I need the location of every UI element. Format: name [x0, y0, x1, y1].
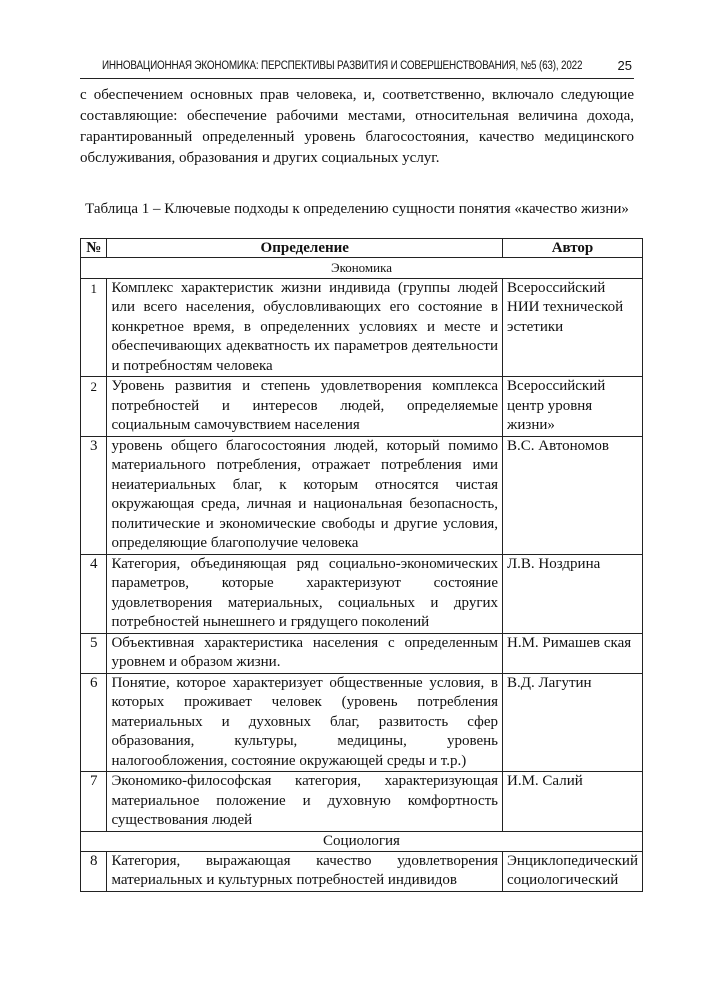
row-author: Н.М. Римашев ская [503, 633, 643, 673]
row-definition: Понятие, которое характеризует общественные условия, в которых проживает человек (уровень потребления материальных и духовных благ, развитость сфер образования, культуры, медицины, уровень налогообложения, состояние окружающей среды и т.р.) [107, 673, 503, 772]
row-number: 6 [81, 673, 107, 772]
table-row [81, 436, 643, 554]
table-caption: Таблица 1 – Ключевые подходы к определению сущности понятия «качество жизни» [85, 201, 629, 217]
row-definition: Категория, выражающая качество удовлетворения материальных и культурных потребностей индивидов [107, 851, 503, 891]
row-number: 4 [81, 554, 107, 633]
row-number: 8 [81, 851, 107, 891]
row-definition: Категория, объединяющая ряд социально-экономических параметров, которые характеризуют состояние удовлетворения материальных, социальных и других потребностей нынешнего и грядущего поколений [107, 554, 503, 633]
row-definition: Уровень развития и степень удовлетворения комплекса потребностей и интересов людей, определяемые социальным самочувствием населения [107, 377, 503, 437]
table-row [81, 377, 643, 437]
row-definition: уровень общего благосостояния людей, который помимо материального потребления, отражает потребления ими неиатериальных благ, к которым относятся чистая окружающая среда, личная и национальная безопасность, политические и экономические свободы и другие условия, определяющие благополучие человека [107, 436, 503, 554]
row-definition: Комплекс характеристик жизни индивида (группы людей или всего населения, обусловливающих его состояние в конкретное время, в определенних условиях и месте и обеспечивающих адекватность их параметров деятельности и потребностям человека [107, 278, 503, 377]
running-header [80, 58, 634, 79]
row-author: Всероссийский НИИ технической эстетики [503, 278, 643, 377]
definitions-table [80, 238, 643, 892]
table-row [81, 278, 643, 377]
row-author: В.Д. Лагутин [503, 673, 643, 772]
table-header-row [81, 239, 643, 258]
section-title: Социология [81, 831, 643, 851]
section-title: Экономика [81, 258, 643, 279]
table-row [81, 633, 643, 673]
header-number: № [81, 239, 107, 258]
intro-paragraph [80, 85, 634, 169]
table-row [81, 851, 643, 891]
row-number: 5 [81, 633, 107, 673]
section-row-sociology [81, 831, 643, 851]
row-definition: Экономико-философская категория, характеризующая материальное положение и духовную комфортность существования людей [107, 772, 503, 832]
header-author: Автор [503, 239, 643, 258]
row-number: 7 [81, 772, 107, 832]
table-row [81, 673, 643, 772]
row-author: Энциклопедический социологический [503, 851, 643, 891]
row-author: И.М. Салий [503, 772, 643, 832]
row-author: Всероссийский центр уровня жизни» [503, 377, 643, 437]
row-number: 2 [81, 377, 107, 437]
section-row-economics [81, 258, 643, 279]
row-definition: Объективная характеристика населения с определенным уровнем и образом жизни. [107, 633, 503, 673]
intro-text: с обеспечением основных прав человека, и, соответственно, включало следующие составляющие: обеспечение рабочими местами, относительная величина дохода, гарантированный определенный уровень благосостояния, качество медицинского обслуживания, образования и других социальных услуг. [80, 87, 634, 166]
row-number: 3 [81, 436, 107, 554]
journal-title: ИННОВАЦИОННАЯ ЭКОНОМИКА: ПЕРСПЕКТИВЫ РАЗВИТИЯ И СОВЕРШЕНСТВОВАНИЯ, №5 (63), 2022 [102, 60, 583, 72]
page-number: 25 [617, 58, 632, 73]
row-number: 1 [81, 278, 107, 377]
table-row [81, 772, 643, 832]
row-author: В.С. Автономов [503, 436, 643, 554]
header-definition: Определение [107, 239, 503, 258]
row-author: Л.В. Ноздрина [503, 554, 643, 633]
table-row [81, 554, 643, 633]
